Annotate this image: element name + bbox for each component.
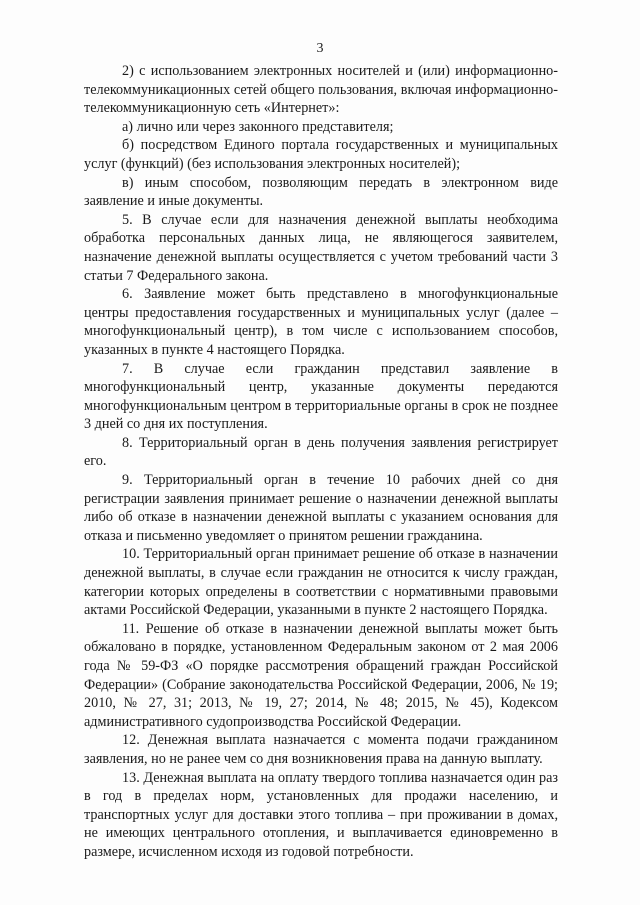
document-body [84,62,558,862]
paragraph-4-2: 2) с использованием электронных носителей и (или) информационно-телекоммуникационных сетей общего пользования, включая информационно-телекоммуникационную сеть «Интернет»: [84,63,558,117]
paragraph-10: 10. Территориальный орган принимает решение об отказе в назначении денежной выплаты, в случае если гражданин не относится к числу граждан, категории которых определены в соответствии с нормативными правовыми актами Российской Федерации, указанными в пункте 2 настоящего Порядка. [84,546,558,619]
paragraph-7: 7. В случае если гражданин представил заявление в многофункциональный центр, указанные документы передаются многофункциональным центром в территориальные органы в срок не позднее 3 дней со дня их поступления. [84,360,558,433]
paragraph-6: 6. Заявление может быть представлено в многофункциональные центры предоставления государственных и муниципальных услуг (далее – многофункциональный центр), в том числе с использованием способов, указанных в пункте 4 настоящего Порядка. [84,286,558,358]
paragraph-4-2-v: в) иным способом, позволяющим передать в электронном виде заявление и иные документы. [84,174,558,210]
page-number: 3 [316,41,324,56]
paragraph-11: 11. Решение об отказе в назначении денежной выплаты может быть обжаловано в порядке, установленном Федеральным законом от 2 мая 2006 года № 59-ФЗ «О порядке рассмотрения обращений граждан Российской Федерации» (Собрание законодательства Российской Федерации, 2006, № 19; 2010, № 27, 31; 2013, № 19, 27; 2014, № 48; 2015, № 45), Кодексом административного судопроизводства Российской Федерации. [84,620,558,730]
paragraph-13: 13. Денежная выплата на оплату твердого топлива назначается один раз в год в пределах норм, установленных для продажи населению, и транспортных услуг для доставки этого топлива – при проживании в домах, не имеющих центрального отопления, и выплачивается единовременно в размере, исчисленном исходя из годовой потребности. [84,769,558,860]
paragraph-8: 8. Территориальный орган в день получения заявления регистрирует его. [84,434,558,470]
paragraph-12: 12. Денежная выплата назначается с момента подачи гражданином заявления, но не ранее чем со дня возникновения права на данную выплату. [84,732,558,767]
paragraph-4-2-b: б) посредством Единого портала государственных и муниципальных услуг (функций) (без использования электронных носителей); [84,137,558,172]
paragraph-4-2-a: а) лично или через законного представителя; [122,118,394,135]
paragraph-9: 9. Территориальный орган в течение 10 рабочих дней со дня регистрации заявления принимает решение о назначении денежной выплаты либо об отказе в назначении денежной выплаты с указанием основания для отказа и письменно уведомляет о принятом решении гражданина. [84,472,558,544]
paragraph-5: 5. В случае если для назначения денежной выплаты необходима обработка персональных данных лица, не являющегося заявителем, назначение денежной выплаты осуществляется с учетом требований части 3 статьи 7 Федерального закона. [84,211,558,284]
